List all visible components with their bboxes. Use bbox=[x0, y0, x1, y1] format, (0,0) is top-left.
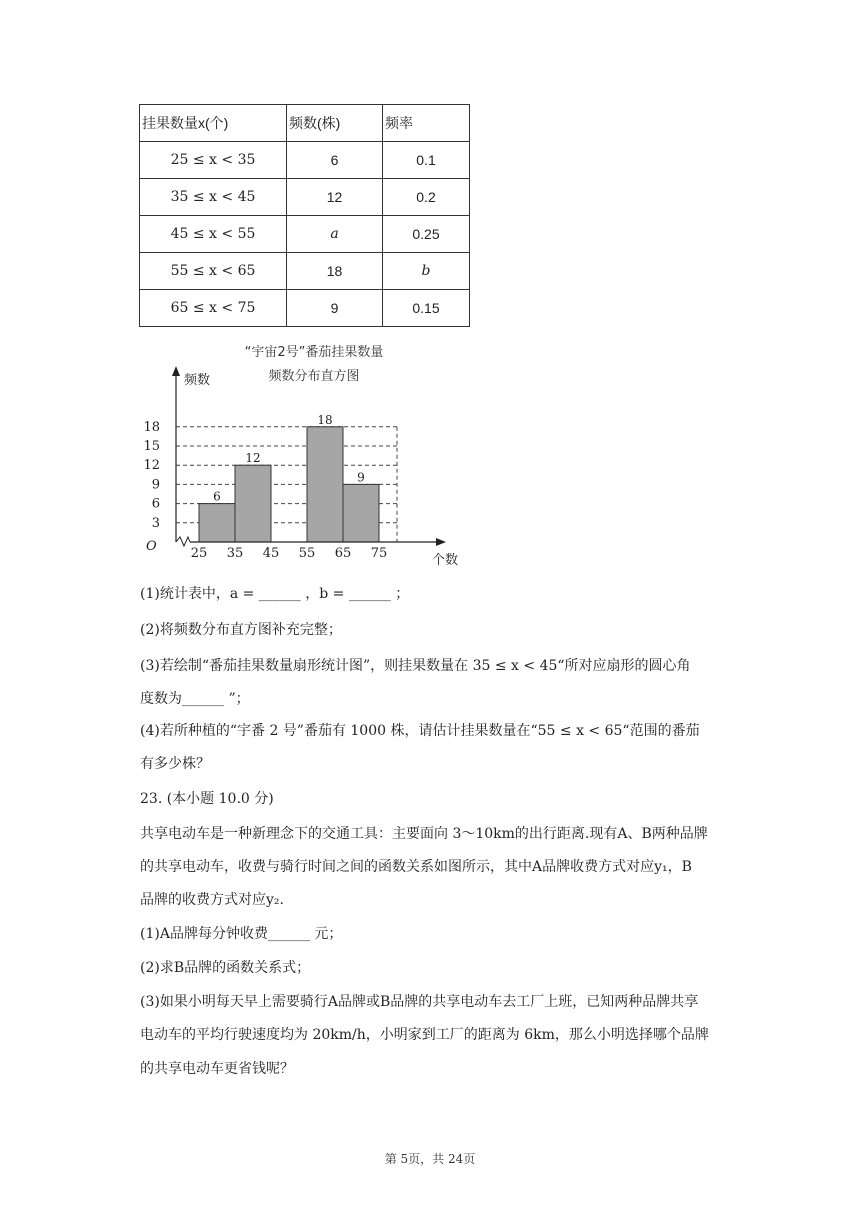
bar-value-label: 6 bbox=[213, 489, 221, 504]
table-header: 频数(株) bbox=[287, 105, 383, 142]
histogram-bar bbox=[307, 427, 343, 542]
table-cell: 25 ≤ x < 35 bbox=[140, 142, 287, 179]
q22-part3-line1: (3)若绘制“番茄挂果数量扇形统计图”，则挂果数量在 35 ≤ x < 45“所对应扇形的圆心角 bbox=[140, 658, 691, 674]
q23-text-line2: 的共享电动车，收费与骑行时间之间的函数关系如图所示，其中A品牌收费方式对应y₁，B bbox=[140, 859, 692, 875]
axis-break-mark bbox=[176, 537, 190, 546]
y-tick-label: 18 bbox=[143, 419, 160, 435]
bar-value-label: 18 bbox=[317, 412, 333, 427]
x-axis-label: 个数 bbox=[432, 553, 459, 568]
x-tick-label: 45 bbox=[262, 546, 280, 561]
table-cell: 12 bbox=[287, 179, 383, 216]
table-row bbox=[140, 290, 470, 327]
q22-part4-line2: 有多少株？ bbox=[140, 756, 210, 772]
x-axis-arrow bbox=[436, 538, 446, 546]
q22-part1: (1)统计表中，a = ______ ，b = ______ ； bbox=[140, 586, 410, 602]
y-tick-label: 15 bbox=[143, 439, 160, 454]
table-cell: 18 bbox=[287, 253, 383, 290]
y-tick-label: 12 bbox=[143, 458, 160, 474]
table-cell: 65 ≤ x < 75 bbox=[140, 290, 287, 327]
histogram-bar bbox=[343, 484, 379, 542]
table-row bbox=[140, 253, 470, 290]
q22-part3-line2: 度数为______ ”； bbox=[140, 691, 250, 707]
q22-part2: (2)将频数分布直方图补充完整； bbox=[140, 622, 342, 638]
x-tick-label: 35 bbox=[226, 546, 244, 561]
table-cell: 0.1 bbox=[383, 142, 470, 179]
x-tick-label: 65 bbox=[334, 546, 352, 561]
q23-text-line1: 共享电动车是一种新理念下的交通工具：主要面向 3～10km的出行距离.现有A、B两种品牌 bbox=[140, 826, 708, 842]
chart-subtitle: 频数分布直方图 bbox=[268, 369, 360, 384]
table-cell: a bbox=[287, 216, 383, 253]
table-cell: 0.2 bbox=[383, 179, 470, 216]
q23-part3-line3: 的共享电动车更省钱呢？ bbox=[140, 1061, 294, 1077]
q23-part1: (1)A品牌每分钟收费______ 元； bbox=[140, 926, 343, 942]
frequency-table bbox=[139, 104, 470, 327]
x-tick-label: 75 bbox=[370, 546, 388, 561]
table-header-row bbox=[140, 105, 470, 142]
chart-title: “宇宙2号”番茄挂果数量 bbox=[244, 345, 384, 360]
q22-part4-line1: (4)若所种植的“宇番 2 号”番茄有 1000 株，请估计挂果数量在“55 ≤ x < 65“范围的番茄 bbox=[140, 723, 700, 739]
origin-label: O bbox=[146, 539, 157, 554]
table-cell: 35 ≤ x < 45 bbox=[140, 179, 287, 216]
table-row bbox=[140, 216, 470, 253]
table-cell: 6 bbox=[287, 142, 383, 179]
table-cell: 9 bbox=[287, 290, 383, 327]
q23-heading: 23. (本小题 10.0 分) bbox=[140, 791, 274, 807]
y-tick-label: 3 bbox=[151, 515, 160, 531]
table-cell: 45 ≤ x < 55 bbox=[140, 216, 287, 253]
histogram-chart bbox=[140, 362, 480, 572]
q23-part2: (2)求B品牌的函数关系式； bbox=[140, 960, 311, 976]
page-footer: 第 5页，共 24页 bbox=[384, 1152, 476, 1166]
table-row bbox=[140, 179, 470, 216]
bar-value-label: 9 bbox=[357, 470, 365, 485]
table-cell: 55 ≤ x < 65 bbox=[140, 253, 287, 290]
table-header: 挂果数量x(个) bbox=[140, 105, 287, 142]
q23-part3-line2: 电动车的平均行驶速度均为 20km/h，小明家到工厂的距离为 6km，那么小明选择哪个品牌 bbox=[140, 1027, 709, 1043]
table-cell: 0.15 bbox=[383, 290, 470, 327]
y-tick-label: 6 bbox=[151, 496, 160, 512]
q23-part3-line1: (3)如果小明每天早上需要骑行A品牌或B品牌的共享电动车去工厂上班，已知两种品牌共享 bbox=[140, 994, 699, 1010]
y-tick-label: 9 bbox=[151, 477, 160, 493]
table-cell: 0.25 bbox=[383, 216, 470, 253]
table-header: 频率 bbox=[383, 105, 470, 142]
histogram-bar bbox=[235, 465, 271, 542]
q23-text-line3: 品牌的收费方式对应y₂. bbox=[140, 892, 284, 908]
bar-value-label: 12 bbox=[245, 451, 261, 466]
histogram-bar bbox=[199, 504, 235, 542]
table-cell: b bbox=[383, 253, 470, 290]
x-tick-label: 25 bbox=[190, 546, 208, 561]
y-axis-arrow bbox=[172, 366, 180, 376]
table-row bbox=[140, 142, 470, 179]
x-tick-label: 55 bbox=[298, 546, 316, 561]
y-axis-label: 频数 bbox=[184, 373, 211, 388]
